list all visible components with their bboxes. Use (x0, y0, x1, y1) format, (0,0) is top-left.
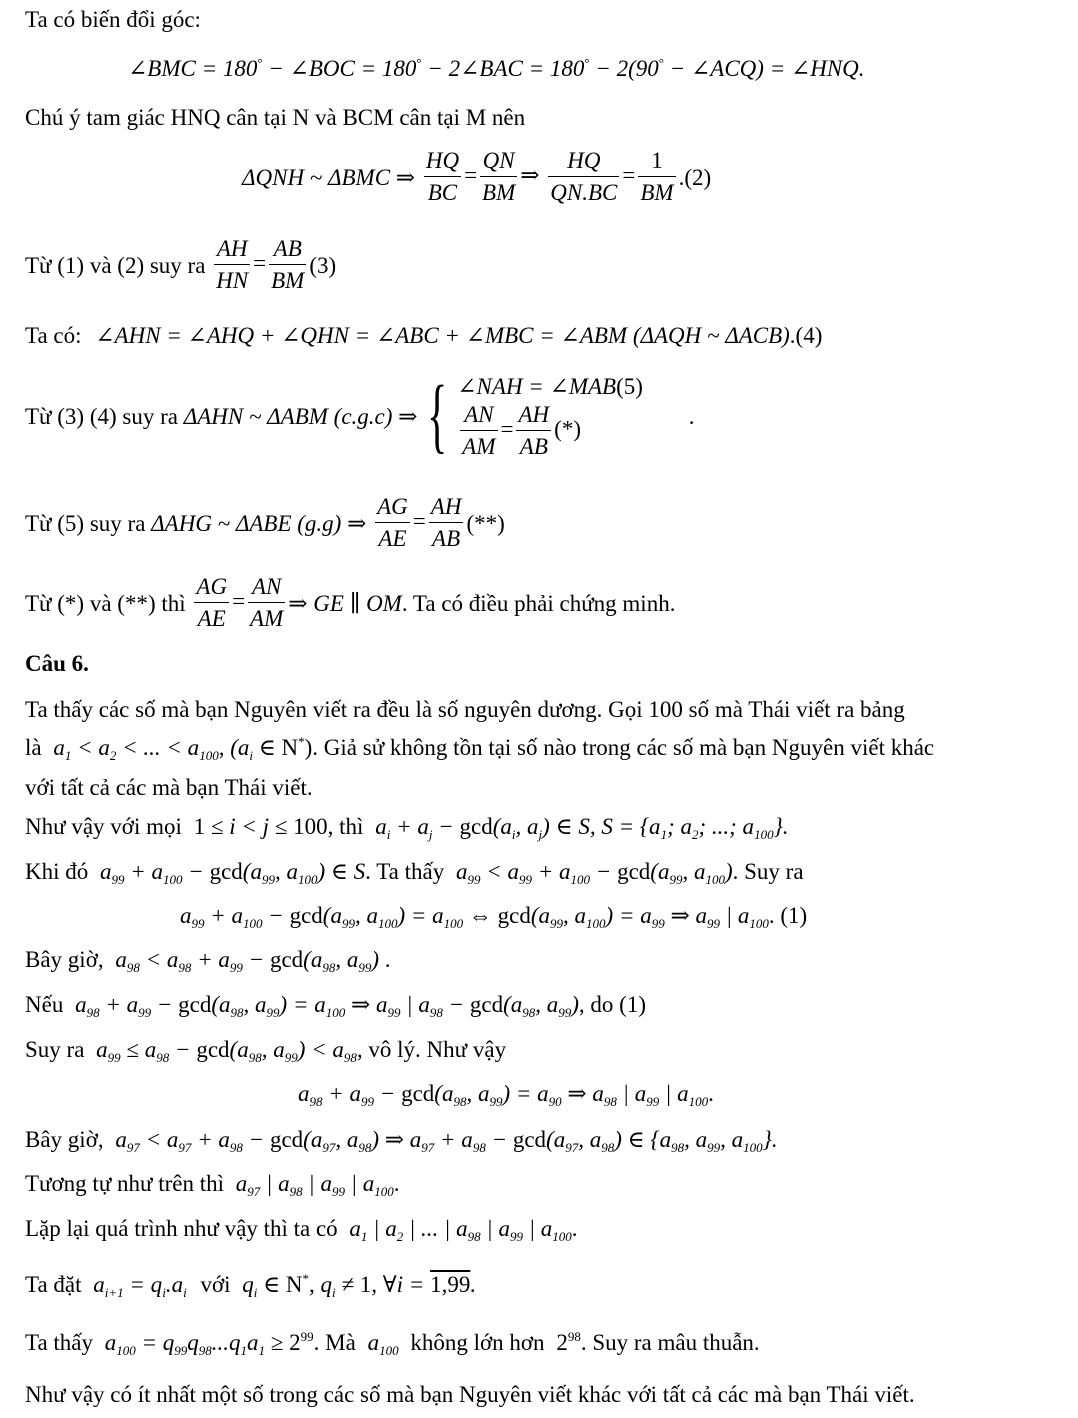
line7-tail: . Ta có điều phải chứng minh. (401, 590, 676, 616)
para-15-tail: . Suy ra mâu thuẫn. (580, 1330, 760, 1355)
line7-head: Từ (*) và (**) thì (25, 590, 186, 616)
para-15-head: Ta thấy (25, 1330, 94, 1355)
eq1-label: . (1) (768, 903, 808, 928)
line-6: Từ (5) suy ra ΔAHG ~ ΔABE (g.g) ⇒ $\frac{AG}{AE}$ = $\frac{AH}{AB}$ (**) (25, 494, 505, 552)
para-1 (25, 698, 905, 721)
line-3: Từ (1) và (2) suy ra $\frac{AH}{HN}$ = $\frac{AB}{BM}$ (3) (25, 236, 337, 294)
line4-head: Ta có: (25, 323, 82, 348)
para-14-mid: với (200, 1272, 231, 1297)
intro-line (25, 8, 201, 31)
para-2-tail: ). Giả sử không tồn tại số nào trong các số mà bạn Nguyên viết khác (304, 735, 935, 760)
question-6-heading (25, 652, 89, 675)
para-11: Bây giờ, $a_{97} < a_{97} + a_{98} - \gcd(a_{97}$, $a_{98}$) ⇒ $a_{97} + a_{98} - \gcd(a_{97}$, $a_{98}$) ∈ {$a_{98}$, $a_{99}$, $a_{100}$}. (25, 1127, 778, 1155)
line3-head: Từ (1) và (2) suy ra (25, 252, 206, 278)
para-4-mid: , thì (327, 814, 364, 839)
para-1-text: Ta thấy các số mà bạn Nguyên viết ra đều là số nguyên dương. Gọi 100 số mà Thái viết ra bảng (25, 697, 905, 722)
para-8-head: Nếu (25, 992, 64, 1017)
question-6-label: Câu 6. (25, 651, 89, 676)
para-5-mid: . Ta thấy (365, 859, 445, 884)
para-9-head: Suy ra (25, 1037, 85, 1062)
para-2-head: là (25, 735, 42, 760)
line-7: Từ (*) và (**) thì $\frac{AG}{AE}$ = $\frac{AN}{AM}$ ⇒ GE ∥ OM. Ta có điều phải chứng minh. (25, 574, 676, 632)
para-12-head: Tương tự như trên thì (25, 1171, 225, 1196)
line-4: Ta có: ∠AHN = ∠AHQ + ∠QHN = ∠ABC + ∠MBC = ∠ABM (ΔAQH ~ ΔACB).(4) (25, 323, 823, 348)
note-line (25, 106, 525, 129)
para-9-tail: , vô lý. Như vậy (356, 1037, 507, 1062)
para-15: Ta thấy $a_{100} = q_{99}q_{98}...q_1a_1 \ge 2^{99}$. Mà $a_{100}$ không lớn hơn $2^{98}$. Suy ra mâu thuẫn. (25, 1329, 760, 1358)
line5-head: Từ (3) (4) suy ra (25, 403, 178, 429)
para-14: Ta đặt $a_{i+1} = q_i.a_i$ với $q_i$ ∈ N*, $q_i \ne 1$, ∀i = 1,99. (25, 1271, 477, 1300)
eq2-label: .(2) (678, 164, 712, 190)
para-8-tail: , do (1) (578, 992, 646, 1017)
para-5-head: Khi đó (25, 859, 89, 884)
eq3-label: (3) (309, 252, 337, 278)
para-15-mid2: không lớn hơn (410, 1330, 545, 1355)
para-4-head: Như vậy với mọi (25, 814, 182, 839)
para-4: Như vậy với mọi 1 ≤ i < j ≤ 100, thì $a_i + a_j - \gcd(a_i$, $a_j$) ∈ S, $S = \{a_1$; $a_2$; ...; $a_{100}$}. (25, 814, 789, 842)
para-3 (25, 776, 313, 799)
angle-equation: ∠BMC = 180° − ∠BOC = 180° − 2∠BAC = 180° − 2(90° − ∠ACQ) = ∠HNQ. (128, 55, 865, 81)
para-14-head: Ta đặt (25, 1272, 82, 1297)
para-13-head: Lặp lại quá trình như vậy thì ta có (25, 1216, 338, 1241)
para-16 (25, 1383, 915, 1406)
para-7-head: Bây giờ, (25, 947, 104, 972)
para-8: Nếu $a_{98} + a_{99} - \gcd(a_{98}$, $a_{99}) = a_{100}$ ⇒ $a_{99}$ | $a_{98} - \gcd(a_{98}$, $a_{99}$), do (1) (25, 992, 646, 1020)
para-7: Bây giờ, $a_{98} < a_{98} + a_{99} - \gcd(a_{98}$, $a_{99}$) . (25, 947, 391, 975)
para-12: Tương tự như trên thì $a_{97}$ | $a_{98}$ | $a_{99}$ | $a_{100}$. (25, 1171, 400, 1199)
equation-2: $a_{98} + a_{99} - \gcd(a_{98}$, $a_{99}) = a_{90}$ ⇒ $a_{98}$ | $a_{99}$ | $a_{100}$. (298, 1081, 714, 1109)
intro-text: Ta có biến đổi góc: (25, 7, 201, 32)
para-16-text: Như vậy có ít nhất một số trong các số mà bạn Nguyên viết khác với tất cả các mà bạn Thái viết. (25, 1382, 915, 1407)
para-3-text: với tất cả các mà bạn Thái viết. (25, 775, 313, 800)
para-5-tail: . Suy ra (732, 859, 804, 884)
similarity-equation-2: ΔQNH ~ ΔBMC ⇒ $\frac{HQ}{BC}$ = $\frac{QN}{BM}$ ⇒ $\frac{HQ}{QN.BC}$ = $\frac{1}{BM}$ .(2) (242, 148, 712, 206)
para-2: là $a_1 < a_2$ < ... < $a_{100}$, ($a_i$ ∈ N*). Giả sử không tồn tại số nào trong các số mà bạn Nguyên viết khác (25, 734, 935, 763)
para-5: Khi đó $a_{99} + a_{100} - \gcd(a_{99}$, $a_{100}$) ∈ S. Ta thấy $a_{99} < a_{99} + a_{100} - \gcd(a_{99}$, $a_{100}$). Suy ra (25, 859, 804, 887)
para-9: Suy ra $a_{99} \le a_{98} - \gcd(a_{98}$, $a_{99}) < a_{98}$, vô lý. Như vậy (25, 1037, 507, 1065)
para-11-head: Bây giờ, (25, 1127, 104, 1152)
equation-1: $a_{99} + a_{100} - \gcd(a_{99}$, $a_{100}) = a_{100}$ ⇔ $\gcd(a_{99}$, $a_{100}) = a_{99}$ ⇒ $a_{99}$ | $a_{100}$. (1) (180, 903, 808, 931)
para-15-mid: . Mà (313, 1330, 356, 1355)
line6-head: Từ (5) suy ra (25, 510, 146, 536)
note-text: Chú ý tam giác HNQ cân tại N và BCM cân tại M nên (25, 105, 526, 130)
para-13: Lặp lại quá trình như vậy thì ta có $a_1$ | $a_2$ | ... | $a_{98}$ | $a_{99}$ | $a_{100}$. (25, 1216, 578, 1244)
line-5-system: Từ (3) (4) suy ra ΔAHN ~ ΔABM (c.g.c) ⇒ { ∠NAH = ∠MAB(5) $\frac{AN}{AM}$ = $\frac{AH}{AB}$ (*) . (25, 369, 695, 463)
